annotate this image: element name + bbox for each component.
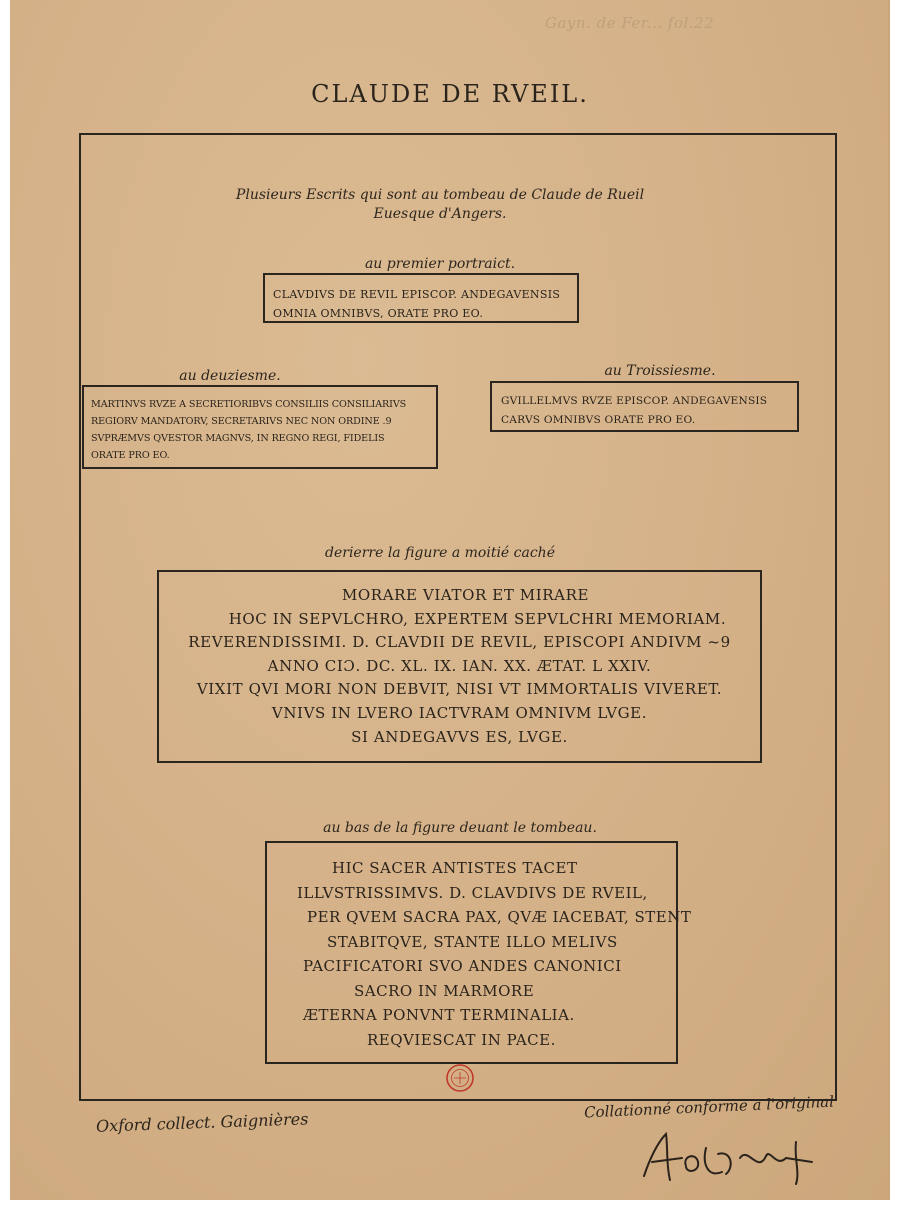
intro-line-1: Plusieurs Escrits qui sont au tombeau de Claude de Rueil (235, 187, 645, 203)
collation-note: Collationné conforme a l'original (583, 1092, 835, 1122)
inscription-deuxiesme (82, 385, 438, 469)
inscription-line: GVILLELMVS RVZE EPISCOP. ANDEGAVENSIS (501, 395, 768, 407)
inscription-line: SI ANDEGAVVS ES, LVGE. (351, 727, 568, 746)
inscription-line: ANNO CIƆ. DC. XL. IX. IAN. XX. ÆTAT. L XXIV. (267, 656, 652, 675)
caption-troisiesme: au Troissiesme. (604, 363, 716, 379)
inscription-premier (263, 273, 579, 323)
caption-premier: au premier portraict. (364, 256, 516, 272)
inscription-line: ILLVSTRISSIMVS. D. CLAVDIVS DE RVEIL, (297, 883, 648, 902)
inscription-line: REVERENDISSIMI. D. CLAVDII DE REVIL, EPISCOPI ANDIVM ~9 (188, 633, 731, 652)
inscription-line: PER QVEM SACRA PAX, QVÆ IACEBAT, STENT (307, 908, 692, 926)
inscription-line: REQVIESCAT IN PACE. (367, 1030, 556, 1049)
inscription-line: VIXIT QVI MORI NON DEBVIT, NISI VT IMMORTALIS VIVERET. (196, 680, 723, 699)
inscription-line: CARVS OMNIBVS ORATE PRO EO. (501, 414, 696, 426)
inscription-troisiesme (490, 381, 799, 432)
intro-caption (160, 186, 720, 224)
inscription-line: CLAVDIVS DE REVIL EPISCOP. ANDEGAVENSIS (273, 288, 561, 301)
inscription-line: VNIVS IN LVERO IACTVRAM OMNIVM LVGE. (271, 703, 648, 722)
caption-deuxiesme: au deuziesme. (179, 368, 281, 384)
inscription-line: SVPRÆMVS QVESTOR MAGNVS, IN REGNO REGI, FIDELIS (91, 433, 385, 444)
caption-bas: au bas de la figure deuant le tombeau. (323, 820, 597, 836)
inscription-line: HOC IN SEPVLCHRO, EXPERTEM SEPVLCHRI MEMORIAM. (228, 609, 727, 628)
page-title: CLAUDE DE RVEIL. (311, 80, 589, 108)
pencil-catalog-note: Gayn. de Fer... fol.22 (545, 14, 715, 32)
collection-note: Oxford collect. Gaignières (95, 1109, 309, 1136)
library-stamp-icon (445, 1063, 475, 1093)
inscription-line: MARTINVS RVZE A SECRETIORIBVS CONSILIIS CONSILIARIVS (91, 399, 407, 410)
inscription-line: ÆTERNA PONVNT TERMINALIA. (303, 1006, 575, 1024)
inscription-line: ORATE PRO EO. (91, 450, 170, 461)
inscription-line: HIC SACER ANTISTES TACET (332, 859, 578, 877)
inscription-line: SACRO IN MARMORE (354, 981, 535, 1000)
inscription-line: PACIFICATORI SVO ANDES CANONICI (303, 957, 622, 975)
inscription-line: OMNIA OMNIBVS, ORATE PRO EO. (273, 307, 484, 320)
inscription-line: REGIORV MANDATORV, SECRETARIVS NEC NON ORDINE .9 (91, 416, 392, 427)
inscription-derierre (157, 570, 762, 763)
intro-line-2: Euesque d'Angers. (373, 206, 507, 222)
inscription-line: MORARE VIATOR ET MIRARE (341, 586, 590, 604)
inscription-line: STABITQVE, STANTE ILLO MELIVS (327, 932, 618, 951)
caption-derierre: derierre la figure a moitié caché (325, 545, 555, 561)
inscription-bas (265, 841, 692, 1064)
signature-icon (636, 1128, 836, 1188)
